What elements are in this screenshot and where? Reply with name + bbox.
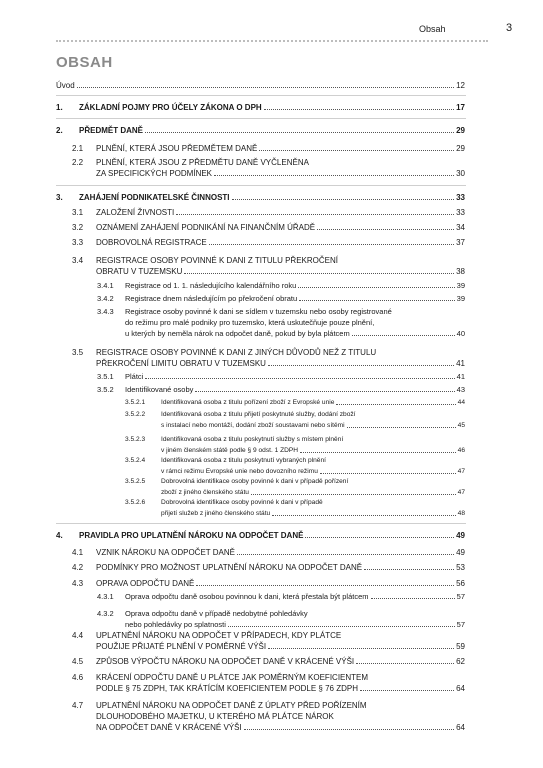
dotted-leader <box>360 683 454 691</box>
toc-entry-number: 4.3 <box>72 579 84 588</box>
toc-entry[interactable] <box>72 578 465 589</box>
dotted-leader <box>320 466 456 474</box>
toc-entry-title: Identifikovaná osoba z titulu pořízení zboží z Evropské unie <box>161 399 335 406</box>
toc-entry-title: Identifikované osoby <box>125 385 194 394</box>
toc-entry[interactable] <box>72 157 465 179</box>
toc-entry-number: 3.5.2.2 <box>125 411 146 418</box>
toc-entry[interactable] <box>72 656 465 667</box>
toc-entry[interactable] <box>125 455 465 477</box>
toc-entry-title: Registrace od 1. 1. následujícího kalendářního roku <box>125 281 297 290</box>
toc-entry-number: 4.2 <box>72 563 84 572</box>
dotted-leader <box>364 562 454 570</box>
toc-entry-title: DOBROVOLNÁ REGISTRACE <box>96 238 207 247</box>
dotted-leader <box>184 266 454 274</box>
dotted-leader <box>228 619 455 627</box>
toc-entry[interactable] <box>97 293 465 304</box>
toc-entry-number: 3.5.2.6 <box>125 499 146 506</box>
running-header-title: Obsah <box>419 24 446 34</box>
section-divider <box>56 523 466 524</box>
dotted-leader <box>305 530 454 538</box>
dotted-leader <box>352 328 455 336</box>
toc-entry[interactable] <box>125 397 465 408</box>
toc-entry-page: 38 <box>456 267 465 276</box>
toc-entry-title: Identifikovaná osoba z titulu přijetí poskytnuté služby, dodání zboží s instalací nebo montáží, dodání zboží soustavami nebo sítěmi <box>161 411 356 429</box>
toc-entry-title: Plátci <box>125 372 144 381</box>
dotted-leader <box>299 293 454 301</box>
toc-entry-title: ZPŮSOB VÝPOČTU NÁROKU NA ODPOČET DANĚ V KRÁCENÉ VÝŠI <box>96 657 355 666</box>
dotted-leader <box>195 384 454 392</box>
toc-entry-title: PŘEDMĚT DANĚ <box>79 126 144 135</box>
toc-entry-title: ZÁKLADNÍ POJMY PRO ÚČELY ZÁKONA O DPH <box>79 103 262 112</box>
toc-entry[interactable] <box>56 102 465 113</box>
toc-entry[interactable] <box>97 306 465 339</box>
toc-entry[interactable] <box>97 280 465 291</box>
toc-entry-page: 41 <box>456 359 465 368</box>
toc-entry-page: 29 <box>456 126 465 135</box>
toc-entry-number: 2.2 <box>72 158 84 167</box>
toc-entry-title: PODMÍNKY PRO MOŽNOST UPLATNĚNÍ NÁROKU NA ODPOČET DANĚ <box>96 563 363 572</box>
toc-entry-page: 64 <box>456 723 465 732</box>
toc-entry-title: ZALOŽENÍ ŽIVNOSTI <box>96 208 175 217</box>
dotted-leader <box>300 445 456 453</box>
toc-entry[interactable] <box>72 700 465 733</box>
toc-entry-title: Úvod <box>56 81 75 90</box>
toc-entry[interactable] <box>72 672 465 694</box>
toc-entry-page: 57 <box>456 592 465 601</box>
dotted-leader <box>356 656 454 664</box>
toc-entry-title: Registrace dnem následujícím po překročení obratu <box>125 294 298 303</box>
dotted-leader <box>264 102 454 110</box>
toc-entry-page: 64 <box>456 684 465 693</box>
toc-entry-title: REGISTRACE OSOBY POVINNÉ K DANI Z TITULU PŘEKROČENÍ OBRATU V TUZEMSKU <box>96 256 338 276</box>
toc-entry-title: Identifikovaná osoba z titulu poskytnutí služby s místem plnění v jiném členském státě podle § 9 odst. 1 ZDPH <box>161 436 344 454</box>
toc-entry-title: PLNĚNÍ, KTERÁ JSOU PŘEDMĚTEM DANĚ <box>96 144 258 153</box>
toc-entry-page: 17 <box>456 103 465 112</box>
toc-entry[interactable] <box>125 497 465 519</box>
toc-entry-page: 30 <box>456 169 465 178</box>
toc-entry[interactable] <box>125 409 465 431</box>
dotted-leader <box>145 125 454 133</box>
dotted-leader <box>196 578 454 586</box>
toc-entry-number: 3.5.2.1 <box>125 399 146 406</box>
toc-entry-number: 4.3.1 <box>97 592 114 601</box>
toc-entry[interactable] <box>72 347 465 369</box>
toc-entry-title: Identifikovaná osoba z titulu poskytnutí vybraných plnění v rámci režimu Evropské unie nebo dovozního režimu <box>161 457 326 475</box>
toc-entry[interactable] <box>72 562 465 573</box>
header-dotted-divider <box>56 40 488 42</box>
toc-entry-number: 4. <box>56 531 63 540</box>
toc-entry-number: 4.4 <box>72 631 84 640</box>
toc-entry[interactable] <box>56 125 465 136</box>
dotted-leader <box>268 358 454 366</box>
toc-entry-page: 53 <box>456 563 465 572</box>
toc-entry-page: 45 <box>457 422 465 429</box>
toc-entry[interactable] <box>97 608 465 630</box>
toc-entry-page: 33 <box>456 193 465 202</box>
toc-entry-page: 47 <box>457 468 465 475</box>
toc-entry[interactable] <box>72 237 465 248</box>
toc-entry-page: 37 <box>456 238 465 247</box>
toc-entry-page: 43 <box>456 385 465 394</box>
toc-entry-page: 41 <box>456 372 465 381</box>
dotted-leader <box>259 143 454 151</box>
dotted-leader <box>317 222 454 230</box>
toc-entry-page: 59 <box>456 642 465 651</box>
toc-entry-title: Dobrovolná identifikace osoby povinné k dani v případě pořízení zboží z jiného členského státu <box>161 478 349 496</box>
toc-entry-page: 46 <box>457 447 465 454</box>
toc-entry-page: 12 <box>456 81 465 90</box>
dotted-leader <box>77 80 454 88</box>
toc-entry-page: 33 <box>456 208 465 217</box>
toc-entry-page: 39 <box>456 281 465 290</box>
toc-entry-number: 3.3 <box>72 238 84 247</box>
toc-entry[interactable] <box>56 530 465 541</box>
dotted-leader <box>209 237 454 245</box>
toc-entry[interactable] <box>97 591 465 602</box>
page-number: 3 <box>506 22 513 34</box>
toc-entry-page: 40 <box>456 329 465 338</box>
toc-entry-title: PLNĚNÍ, KTERÁ JSOU Z PŘEDMĚTU DANĚ VYČLENĚNA ZA SPECIFICKÝCH PODMÍNEK <box>96 158 309 178</box>
toc-entry-page: 62 <box>456 657 465 666</box>
dotted-leader <box>237 547 454 555</box>
dotted-leader <box>232 192 455 200</box>
toc-entry-number: 3.4.3 <box>97 307 114 316</box>
toc-entry[interactable] <box>72 207 465 218</box>
toc-entry-page: 48 <box>457 510 465 517</box>
toc-entry-number: 1. <box>56 103 63 112</box>
toc-entry-number: 3.4.2 <box>97 294 114 303</box>
toc-entry[interactable] <box>72 547 465 558</box>
toc-entry[interactable] <box>125 476 465 498</box>
toc-entry-number: 3.5.1 <box>97 372 114 381</box>
toc-entry-title: ZAHÁJENÍ PODNIKATELSKÉ ČINNOSTI <box>79 193 230 202</box>
toc-entry-number: 4.6 <box>72 673 84 682</box>
toc-entry-number: 3.1 <box>72 208 84 217</box>
section-divider <box>56 185 466 186</box>
dotted-leader <box>298 280 454 288</box>
toc-entry-page: 44 <box>457 399 465 406</box>
toc-entry-page: 49 <box>456 531 465 540</box>
toc-entry[interactable] <box>97 384 465 395</box>
dotted-leader <box>145 371 454 379</box>
toc-entry-page: 39 <box>456 294 465 303</box>
toc-entry-title: VZNIK NÁROKU NA ODPOČET DANĚ <box>96 548 235 557</box>
toc-entry-title: Oprava odpočtu daně osobou povinnou k dani, která přestala být plátcem <box>125 592 369 601</box>
toc-entry-page: 29 <box>456 144 465 153</box>
toc-entry-title: Oprava odpočtu daně v případě nedobytné pohledávky nebo pohledávky po splatnosti <box>125 609 308 629</box>
toc-entry-number: 3.5.2 <box>97 385 114 394</box>
toc-entry-title: REGISTRACE OSOBY POVINNÉ K DANI Z JINÝCH DŮVODŮ NEŽ Z TITULU PŘEKROČENÍ LIMITU OBRATU V TUZEMSKU <box>96 348 377 368</box>
section-divider <box>56 118 466 119</box>
toc-entry-title: OPRAVA ODPOČTU DANĚ <box>96 579 195 588</box>
toc-entry[interactable] <box>72 255 465 277</box>
toc-entry-title: KRÁCENÍ ODPOČTU DANĚ U PLÁTCE JAK POMĚRNÝM KOEFICIENTEM PODLE § 75 ZDPH, TAK KRÁTÍCÍM KOEFICIENTEM PODLE § 76 ZDPH <box>96 673 369 693</box>
toc-entry-number: 3.4.1 <box>97 281 114 290</box>
toc-entry-number: 3.5.2.3 <box>125 436 146 443</box>
toc-entry-title: OZNÁMENÍ ZAHÁJENÍ PODNIKÁNÍ NA FINANČNÍM ÚŘADĚ <box>96 223 316 232</box>
dotted-leader <box>336 397 455 405</box>
toc-entry[interactable] <box>97 371 465 382</box>
toc-entry-title: Registrace osoby povinné k dani se sídlem v tuzemsku nebo osoby registrované do režimu pro malé podniky pro tuzemsko, která uskutečňuje pouze plnění, u kterých by neměla nárok na odpočet daně, pokud by byla plátcem <box>125 307 392 338</box>
dotted-leader <box>347 420 456 428</box>
toc-entry-page: 56 <box>456 579 465 588</box>
toc-entry-title: UPLATNĚNÍ NÁROKU NA ODPOČET DANĚ Z ÚPLATY PŘED POŘÍZENÍM DLOUHODOBÉHO MAJETKU, U KTERÉHO MÁ PLÁTCE NÁROK NA ODPOČET DANĚ V KRÁCENÉ VÝŠI <box>96 701 367 732</box>
dotted-leader <box>214 168 454 176</box>
toc-entry[interactable] <box>125 434 465 456</box>
toc-entry-page: 57 <box>456 620 465 629</box>
toc-entry-number: 4.1 <box>72 548 84 557</box>
toc-entry-number: 4.5 <box>72 657 84 666</box>
dotted-leader <box>268 641 454 649</box>
dotted-leader <box>272 508 455 516</box>
toc-entry-number: 2.1 <box>72 144 84 153</box>
toc-entry-title: PRAVIDLA PRO UPLATNĚNÍ NÁROKU NA ODPOČET DANĚ <box>79 531 304 540</box>
toc-entry-number: 3.5.2.4 <box>125 457 146 464</box>
toc-entry[interactable] <box>72 222 465 233</box>
toc-entry-number: 3.2 <box>72 223 84 232</box>
toc-entry[interactable] <box>56 80 465 91</box>
toc-entry-page: 47 <box>457 489 465 496</box>
section-divider <box>56 95 466 96</box>
dotted-leader <box>176 207 454 215</box>
dotted-leader <box>244 722 454 730</box>
toc-entry-number: 4.3.2 <box>97 609 114 618</box>
toc-entry-title: Dobrovolná identifikace osoby povinné k dani v případě přijetí služeb z jiného členského státu <box>161 499 323 517</box>
toc-entry-page: 34 <box>456 223 465 232</box>
dotted-leader <box>251 487 456 495</box>
toc-entry[interactable] <box>72 143 465 154</box>
toc-entry-number: 3. <box>56 193 63 202</box>
toc-entry[interactable] <box>72 630 465 652</box>
toc-entry[interactable] <box>56 192 465 203</box>
toc-entry-number: 3.5.2.5 <box>125 478 146 485</box>
toc-entry-number: 3.5 <box>72 348 84 357</box>
toc-entry-title: UPLATNĚNÍ NÁROKU NA ODPOČET V PŘÍPADECH, KDY PLÁTCE POUŽIJE PŘIJATÉ PLNĚNÍ V POMĚRNÉ VÝŠI <box>96 631 342 651</box>
toc-entry-page: 49 <box>456 548 465 557</box>
toc-entry-number: 2. <box>56 126 63 135</box>
toc-entry-number: 4.7 <box>72 701 84 710</box>
dotted-leader <box>371 591 455 599</box>
toc-entry-number: 3.4 <box>72 256 84 265</box>
toc-heading: OBSAH <box>56 54 113 71</box>
